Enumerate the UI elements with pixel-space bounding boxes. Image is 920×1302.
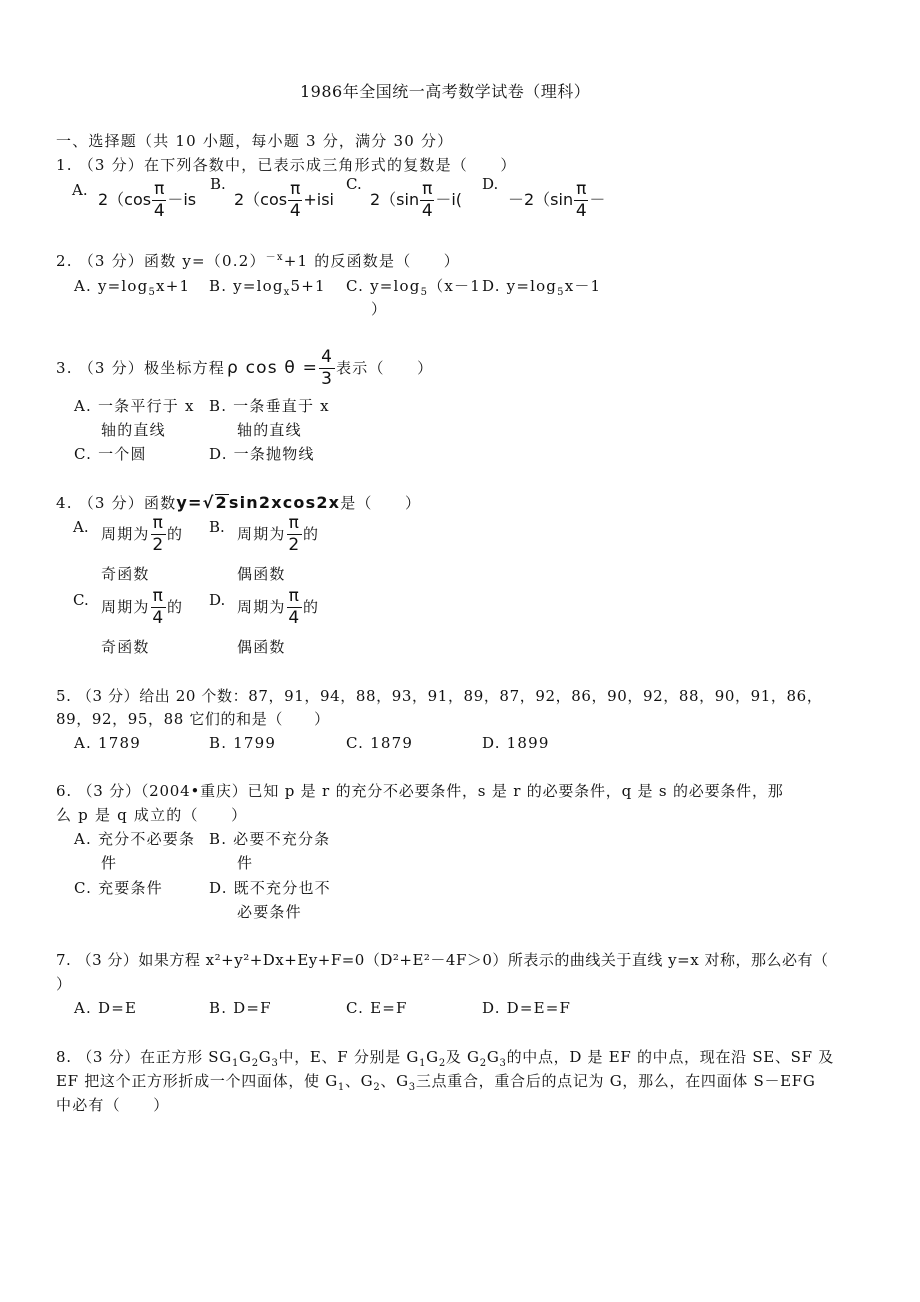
q3-option-b[interactable]: B. 一条垂直于 x bbox=[209, 397, 330, 415]
q4-option-a-label[interactable]: A. bbox=[73, 518, 89, 536]
question-source: （2004•重庆） bbox=[140, 782, 248, 800]
question-points: （3 分） bbox=[78, 494, 144, 512]
question-8: 8. （3 分）在正方形 $SG_1G_2G_3$中，E、F 分别是 $G_1G_2$及 $G_2G_3$的中点，D 是 EF 的中点，现在沿 SE、SF 及 bbox=[56, 1048, 834, 1069]
question-number: 6. bbox=[56, 782, 72, 800]
fraction: $\frac{\pi}{4}$ bbox=[289, 178, 301, 221]
q7-option-c[interactable]: C. E=F bbox=[346, 999, 408, 1017]
q1-option-a-expr: 2（cos $\frac{\pi}{4}$ －is bbox=[98, 178, 197, 221]
q2-option-b[interactable]: B. $y=\log_x5+1$ bbox=[209, 277, 326, 298]
question-number: 5. bbox=[56, 687, 72, 705]
fraction: $\frac{\pi}{4}$ bbox=[153, 178, 165, 221]
question-points: （3 分） bbox=[78, 252, 144, 270]
q7-option-a[interactable]: A. D=E bbox=[74, 999, 138, 1017]
q4-option-d[interactable]: 周期为 $\frac{\pi}{4}$ 的 bbox=[237, 586, 320, 628]
question-number: 3. bbox=[56, 359, 73, 377]
option-label: C. bbox=[346, 175, 362, 193]
question-3: 3. （3 分） 极坐标方程 ρ cos θ = $\frac{4}{3}$ 表示（ ） bbox=[56, 347, 434, 389]
question-points: （3 分） bbox=[76, 687, 140, 705]
q1-option-b[interactable] bbox=[210, 177, 226, 192]
q4-option-b-line2: 偶函数 bbox=[237, 565, 286, 583]
q2-option-c[interactable]: C. $y=\log_5(x-1$ bbox=[346, 277, 481, 298]
q6-option-c[interactable]: C. 充要条件 bbox=[74, 879, 163, 897]
option-label: A. bbox=[72, 181, 88, 199]
q1-option-b-expr: 2（cos $\frac{\pi}{4}$ +isi bbox=[234, 178, 334, 221]
formula: y=√2sin2xcos2x bbox=[176, 493, 341, 512]
question-points: （3 分） bbox=[77, 782, 141, 800]
q4-option-d-label[interactable]: D. bbox=[209, 591, 226, 609]
question-8-line3: 中必有（ ） bbox=[56, 1096, 170, 1114]
option-label: B. bbox=[210, 175, 226, 193]
q5-option-d[interactable]: D. 1899 bbox=[482, 734, 550, 752]
q5-option-c[interactable]: C. 1879 bbox=[346, 734, 414, 752]
q4-option-a-line2: 奇函数 bbox=[101, 565, 150, 583]
fraction: $\frac{\pi}{4}$ bbox=[421, 178, 433, 221]
q3-option-b-line2: 轴的直线 bbox=[237, 421, 302, 439]
q6-option-d-line2: 必要条件 bbox=[237, 903, 302, 921]
q3-option-d[interactable]: D. 一条抛物线 bbox=[209, 445, 315, 463]
q2-option-d[interactable]: D. $y=\log_5x-1$ bbox=[482, 277, 602, 298]
q2-option-a[interactable]: A. $y=\log_5x+1$ bbox=[74, 277, 191, 298]
question-points: （3 分） bbox=[78, 156, 144, 174]
fraction: $\frac{\pi}{2}$ bbox=[152, 513, 165, 555]
question-7-line2: ） bbox=[56, 975, 73, 993]
question-7: 7. （3 分）如果方程 x²+y²+Dx+Ey+F=0（D²+E²－4F＞0）所表示的曲线关于直线 y=x 对称，那么必有（ bbox=[56, 951, 829, 969]
fraction: $\frac{\pi}{2}$ bbox=[288, 513, 301, 555]
question-8-line2: EF 把这个正方形折成一个四面体，使 $G_1$、$G_2$、$G_3$三点重合，重合后的点记为 G，那么，在四面体 S－EFG bbox=[56, 1072, 816, 1093]
q7-option-d[interactable]: D. D=E=F bbox=[482, 999, 572, 1017]
fraction: $\frac{4}{3}$ bbox=[321, 347, 334, 389]
question-6-line2: 么 p 是 q 成立的（ ） bbox=[56, 806, 248, 824]
q1-option-d-expr: －2（sin $\frac{\pi}{4}$ － bbox=[508, 178, 606, 221]
q2-option-c-wrap: ） bbox=[371, 300, 388, 318]
q6-option-a-line2: 件 bbox=[101, 854, 118, 872]
section-heading: 一、选择题（共 10 小题，每小题 3 分，满分 30 分） bbox=[56, 132, 454, 150]
q4-option-c[interactable]: 周期为 $\frac{\pi}{4}$ 的 bbox=[101, 586, 184, 628]
q4-option-b[interactable]: 周期为 $\frac{\pi}{2}$ 的 bbox=[237, 513, 320, 555]
q1-option-a[interactable] bbox=[72, 183, 88, 198]
q5-option-a[interactable]: A. 1789 bbox=[74, 734, 141, 752]
q6-option-d[interactable]: D. 既不充分也不 bbox=[209, 879, 331, 897]
question-number: 4. bbox=[56, 494, 73, 512]
q6-option-b-line2: 件 bbox=[237, 854, 254, 872]
question-6: 6. （3 分）（2004•重庆）已知 p 是 r 的充分不必要条件，s 是 r 的必要条件，q 是 s 的必要条件，那 bbox=[56, 782, 784, 800]
question-5-line2: 89，92，95，88 它们的和是（ ） bbox=[56, 710, 330, 728]
q7-option-b[interactable]: B. D=F bbox=[209, 999, 272, 1017]
fraction: $\frac{\pi}{4}$ bbox=[575, 178, 587, 221]
fraction: $\frac{\pi}{4}$ bbox=[288, 586, 301, 628]
q4-option-c-line2: 奇函数 bbox=[101, 638, 150, 656]
question-number: 8. bbox=[56, 1048, 72, 1066]
question-number: 7. bbox=[56, 951, 72, 969]
q4-option-c-label[interactable]: C. bbox=[73, 591, 89, 609]
question-points: （3 分） bbox=[77, 1048, 140, 1066]
fraction: $\frac{\pi}{4}$ bbox=[152, 586, 165, 628]
q4-option-d-line2: 偶函数 bbox=[237, 638, 286, 656]
q1-option-c-expr: 2（sin $\frac{\pi}{4}$ －i( bbox=[370, 178, 463, 221]
q6-option-a[interactable]: A. 充分不必要条 bbox=[74, 830, 196, 848]
q5-option-b[interactable]: B. 1799 bbox=[209, 734, 277, 752]
question-points: （3 分） bbox=[76, 951, 139, 969]
question-1 bbox=[56, 158, 517, 173]
q3-option-c[interactable]: C. 一个圆 bbox=[74, 445, 147, 463]
question-number: 1. bbox=[56, 156, 73, 174]
q1-option-c[interactable] bbox=[346, 177, 362, 192]
option-label: D. bbox=[482, 175, 499, 193]
q6-option-b[interactable]: B. 必要不充分条 bbox=[209, 830, 331, 848]
question-2: 2. （3 分）函数 $y=(0.2)^{-x}+1$ 的反函数是（ ） bbox=[56, 252, 460, 270]
question-stem: 在下列各数中，已表示成三角形式的复数是（ ） bbox=[144, 156, 517, 174]
formula: ρ cos θ = bbox=[227, 358, 319, 378]
q4-option-a[interactable]: 周期为 $\frac{\pi}{2}$ 的 bbox=[101, 513, 184, 555]
question-5: 5. （3 分）给出 20 个数：87，91，94，88，93，91，89，87，92，86，90，92，88，90，91，86， bbox=[56, 687, 823, 705]
question-number: 2. bbox=[56, 252, 73, 270]
q3-option-a[interactable]: A. 一条平行于 x bbox=[74, 397, 195, 415]
question-points: （3 分） bbox=[78, 359, 144, 377]
q4-option-b-label[interactable]: B. bbox=[209, 518, 225, 536]
question-4: 4. （3 分）函数y=√2sin2xcos2x是（ ） bbox=[56, 493, 422, 512]
page-title: 1986年全国统一高考数学试卷（理科） bbox=[300, 82, 591, 101]
q1-option-d[interactable] bbox=[482, 177, 498, 192]
q3-option-a-line2: 轴的直线 bbox=[101, 421, 166, 439]
